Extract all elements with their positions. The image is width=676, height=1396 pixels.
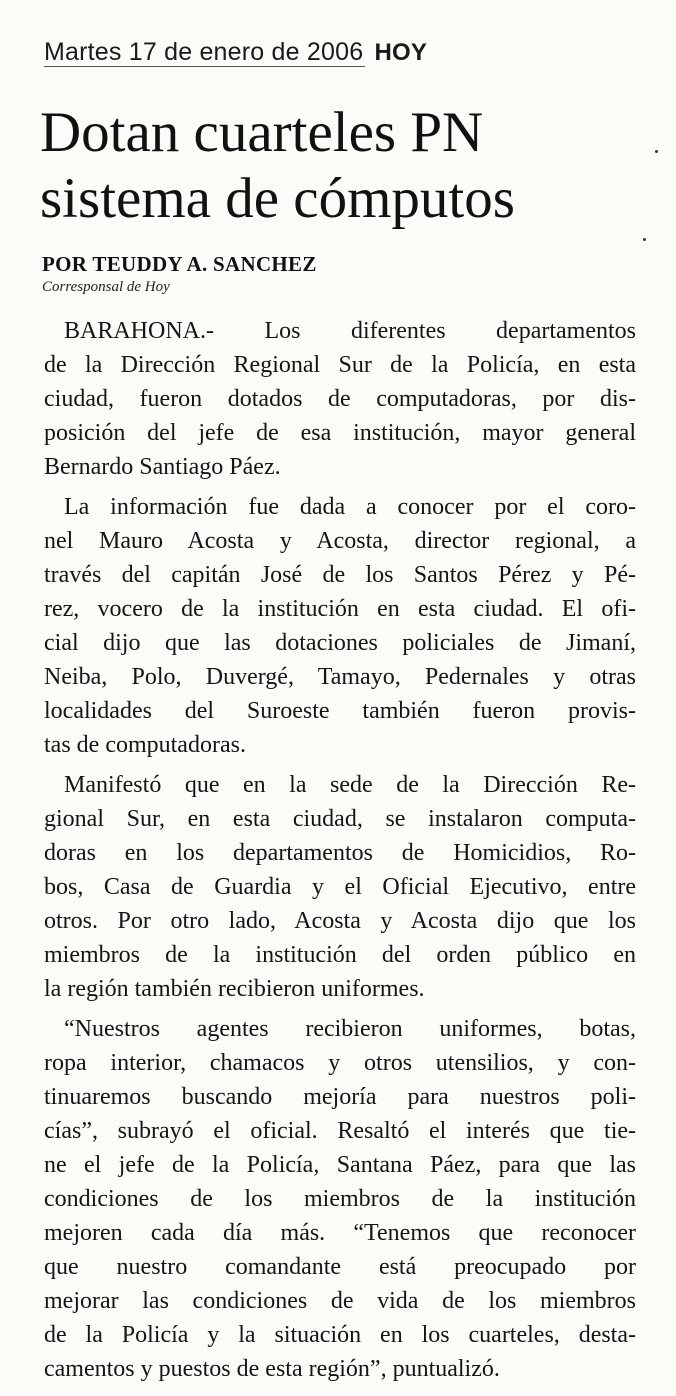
article-line: mejorar las condiciones de vida de los miembros [44,1288,636,1314]
article-line: doras en los departamentos de Homicidios, Ro- [44,840,636,866]
article-line: La información fue dada a conocer por el coro- [64,494,636,520]
article-line: que nuestro comandante está preocupado por [44,1254,636,1280]
article-body [44,314,636,1392]
article-line: camentos y puestos de esta región”, puntualizó. [44,1356,500,1382]
article-line: nel Mauro Acosta y Acosta, director regional, a [44,528,636,554]
dateline-rule [44,66,365,67]
article-line: través del capitán José de los Santos Pérez y Pé- [44,562,636,588]
print-speck [643,238,646,241]
article-line: Bernardo Santiago Páez. [44,454,281,480]
print-speck [655,150,658,153]
dateline [44,38,427,67]
article-line: otros. Por otro lado, Acosta y Acosta dijo que los [44,908,636,934]
article-line: tinuaremos buscando mejoría para nuestros poli- [44,1084,636,1110]
article-line: posición del jefe de esa institución, mayor general [44,420,636,446]
dateline-date: Martes 17 de enero de 2006 [44,38,364,66]
article-line: BARAHONA.- Los diferentes departamentos [64,318,636,344]
article-line: cial dijo que las dotaciones policiales de Jimaní, [44,630,636,656]
headline-line-2: sistema de cómputos [40,167,515,230]
article-paragraph [44,768,636,1006]
article-line: Manifestó que en la sede de la Dirección Re- [64,772,636,798]
article-line: de la Policía y la situación en los cuarteles, desta- [44,1322,636,1348]
article-line: ropa interior, chamacos y otros utensilios, y con- [44,1050,636,1076]
article-line: rez, vocero de la institución en esta ciudad. El ofi- [44,596,636,622]
article-paragraph [44,490,636,762]
article-paragraph [44,1012,636,1386]
article-line: localidades del Suroeste también fueron provis- [44,698,636,724]
headline-line-1: Dotan cuarteles PN [40,101,484,164]
article-line: miembros de la institución del orden público en [44,942,636,968]
article-line: ciudad, fueron dotados de computadoras, por dis- [44,386,636,412]
article-line: “Nuestros agentes recibieron uniformes, botas, [64,1016,636,1042]
byline-role: Corresponsal de Hoy [42,279,170,295]
article-line: cías”, subrayó el oficial. Resaltó el interés que tie- [44,1118,636,1144]
article-line: la región también recibieron uniformes. [44,976,425,1002]
article-line: ne el jefe de la Policía, Santana Páez, para que las [44,1152,636,1178]
article-line: bos, Casa de Guardia y el Oficial Ejecutivo, entre [44,874,636,900]
publication-name: HOY [374,39,428,66]
byline: POR TEUDDY A. SANCHEZ [42,252,317,276]
article-line: condiciones de los miembros de la institución [44,1186,636,1212]
article-line: tas de computadoras. [44,732,246,758]
headline [40,100,650,232]
article-line: gional Sur, en esta ciudad, se instalaron computa- [44,806,636,832]
article-line: mejoren cada día más. “Tenemos que reconocer [44,1220,636,1246]
article-line: de la Dirección Regional Sur de la Policía, en esta [44,352,636,378]
article-line: Neiba, Polo, Duvergé, Tamayo, Pedernales y otras [44,664,636,690]
article-paragraph [44,314,636,484]
